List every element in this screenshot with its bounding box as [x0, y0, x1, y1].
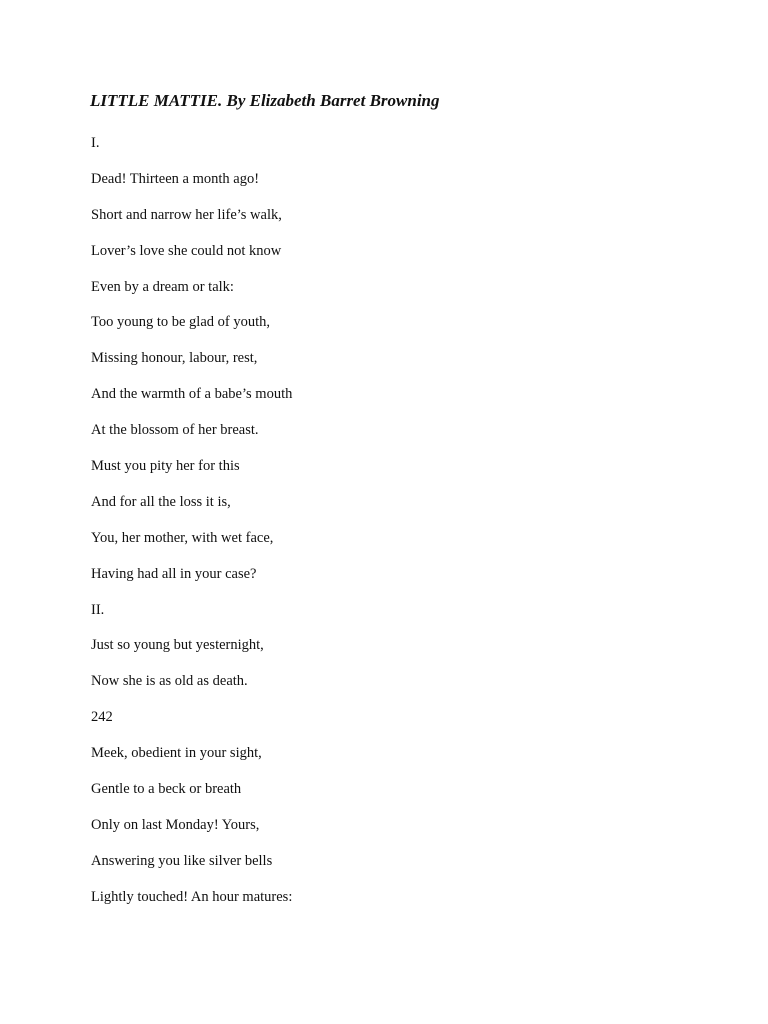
poem-line: Only on last Monday! Yours, — [91, 816, 260, 833]
poem-title: LITTLE MATTIE. By Elizabeth Barret Browning — [90, 91, 440, 110]
poem-line: Too young to be glad of youth, — [91, 314, 271, 331]
poem-line: Lightly touched! An hour matures: — [91, 888, 293, 905]
poem-line: Having had all in your case? — [91, 565, 257, 582]
poem-line: Must you pity her for this — [91, 458, 240, 475]
poem-line: Missing honour, labour, rest, — [91, 350, 258, 367]
page-number: 242 — [91, 709, 113, 726]
poem-line: At the blossom of her breast. — [91, 422, 259, 439]
poem-line: Lover’s love she could not know — [91, 242, 282, 259]
poem-line: Meek, obedient in your sight, — [91, 745, 262, 762]
poem-line: And the warmth of a babe’s mouth — [91, 386, 293, 403]
poem-line: Now she is as old as death. — [91, 673, 248, 690]
section-heading: II. — [91, 601, 105, 618]
poem-line: And for all the loss it is, — [91, 493, 231, 510]
poem-line: Just so young but yesternight, — [91, 637, 264, 654]
poem-line: Dead! Thirteen a month ago! — [91, 170, 260, 187]
poem-body — [91, 133, 292, 923]
poem-line: Answering you like silver bells — [91, 852, 273, 869]
section-heading: I. — [91, 135, 100, 151]
poem-line: Even by a dream or talk: — [91, 278, 234, 295]
poem-line: Gentle to a beck or breath — [91, 781, 242, 798]
poem-line: You, her mother, with wet face, — [91, 529, 274, 546]
poem-line: Short and narrow her life’s walk, — [91, 206, 282, 223]
